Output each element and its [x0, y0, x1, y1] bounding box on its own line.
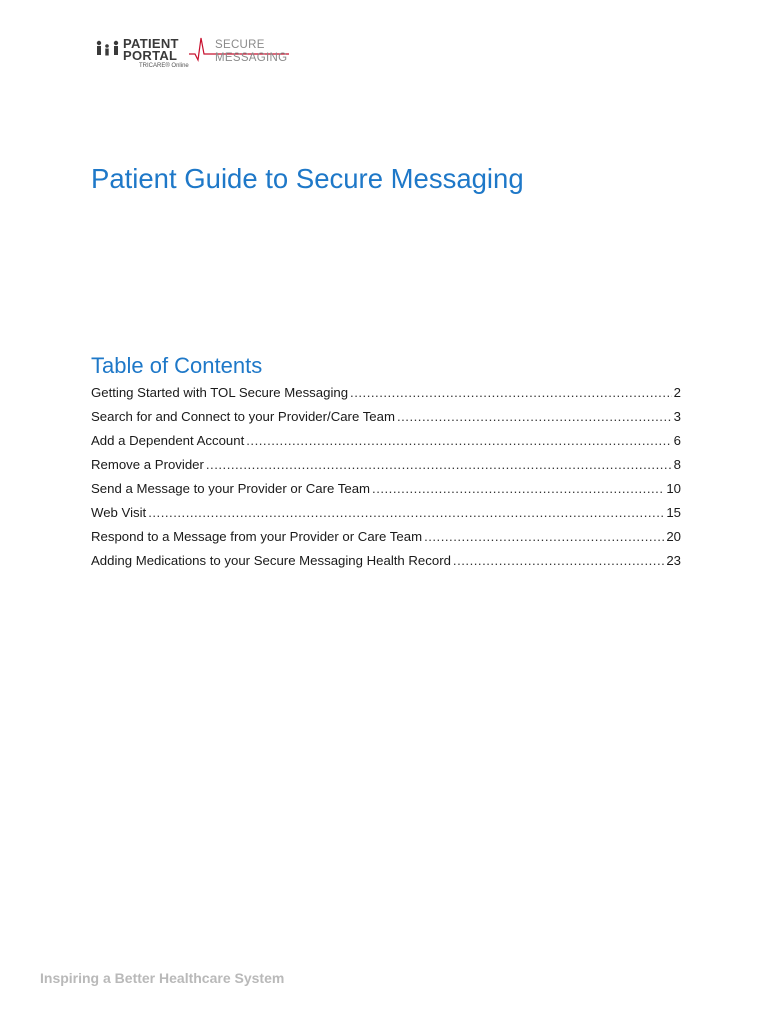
- page-title: Patient Guide to Secure Messaging: [91, 163, 524, 194]
- toc-leader: [206, 453, 672, 477]
- logo-messaging: MESSAGING: [215, 52, 288, 64]
- toc-item-label: Adding Medications to your Secure Messaging Health Record: [91, 553, 451, 568]
- toc-item-page: 20: [666, 529, 681, 544]
- toc-item-page: 23: [666, 553, 681, 568]
- toc-item-search-connect[interactable]: [91, 405, 681, 429]
- toc-item-respond-message[interactable]: [91, 525, 681, 549]
- logo-line1: PATIENT: [123, 36, 179, 51]
- toc-item-web-visit[interactable]: [91, 501, 681, 525]
- toc-leader: [397, 405, 672, 429]
- toc-heading: Table of Contents: [91, 353, 263, 378]
- toc-item-getting-started[interactable]: [91, 381, 681, 405]
- toc-leader: [350, 381, 672, 405]
- logo-subtitle: TRICARE® Online: [139, 63, 189, 69]
- secure-messaging-wordmark: [215, 39, 287, 65]
- logo-line2: PORTAL: [123, 48, 178, 63]
- toc-item-adding-medications[interactable]: [91, 549, 681, 573]
- toc-item-page: 2: [673, 385, 681, 400]
- toc-item-label: Remove a Provider: [91, 457, 204, 472]
- toc-item-page: 10: [666, 481, 681, 496]
- toc-item-page: 3: [673, 409, 681, 424]
- toc-leader: [424, 525, 664, 549]
- footer-tagline: Inspiring a Better Healthcare System: [40, 970, 285, 986]
- toc-leader: [246, 429, 671, 453]
- toc-item-page: 8: [673, 457, 681, 472]
- toc-leader: [453, 549, 664, 573]
- toc-item-page: 15: [666, 505, 681, 520]
- toc-item-add-dependent[interactable]: [91, 429, 681, 453]
- logo-wordmark: [123, 38, 179, 62]
- toc-item-label: Getting Started with TOL Secure Messaging: [91, 385, 349, 400]
- toc-leader: [148, 501, 664, 525]
- patient-portal-logo: [95, 34, 295, 98]
- family-icon: [95, 40, 123, 62]
- toc-item-label: Add a Dependent Account: [91, 433, 245, 448]
- toc-item-label: Search for and Connect to your Provider/Care Team: [91, 409, 395, 424]
- logo-secure: SECURE: [215, 39, 265, 51]
- toc-item-page: 6: [673, 433, 681, 448]
- table-of-contents: [91, 381, 681, 573]
- toc-item-send-message[interactable]: [91, 477, 681, 501]
- toc-leader: [372, 477, 664, 501]
- toc-item-label: Respond to a Message from your Provider or Care Team: [91, 529, 423, 544]
- toc-item-remove-provider[interactable]: [91, 453, 681, 477]
- toc-item-label: Web Visit: [91, 505, 147, 520]
- toc-item-label: Send a Message to your Provider or Care Team: [91, 481, 371, 496]
